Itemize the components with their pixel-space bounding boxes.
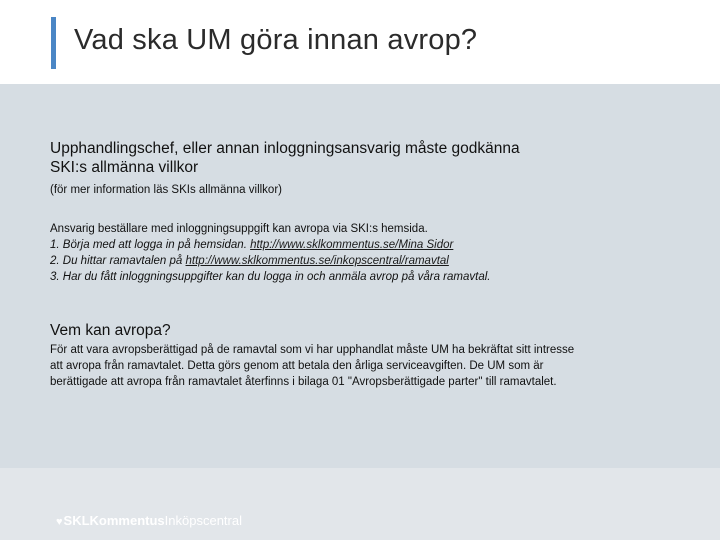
section3-line2: att avropa från ramavtalet. Detta görs genom att betala den årliga serviceavgiften. De UM som är [50, 360, 544, 372]
section2-intro: Ansvarig beställare med inloggningsuppgift kan avropa via SKI:s hemsida. [50, 223, 428, 235]
step-1-text: 1. Börja med att logga in på hemsidan. [50, 239, 251, 251]
logo-text-secondary: Inköpscentral [164, 513, 242, 528]
section1-note: (för mer information läs SKIs allmänna villkor) [50, 184, 282, 196]
section2-list [50, 221, 490, 285]
section3-body [50, 342, 574, 390]
section3-line1: För att vara avropsberättigad på de ramavtal som vi har upphandlat måste UM ha bekräftat sitt intresse [50, 344, 575, 356]
slide-title: Vad ska UM göra innan avrop? [74, 24, 478, 56]
section1-heading-line2: SKI:s allmänna villkor [50, 159, 199, 176]
step-3: 3. Har du fått inloggningsuppgifter kan du logga in och anmäla avrop på våra ramavtal. [50, 271, 491, 283]
step-2 [50, 253, 490, 269]
section3-heading: Vem kan avropa? [50, 322, 171, 339]
section3-line3: berättigade att avropa från ramavtalet återfinns i bilaga 01 "Avropsberättigade parter" till ramavtalet. [50, 376, 557, 388]
skl-logo [56, 513, 242, 528]
logo-text-primary: SKLKommentus [63, 513, 165, 528]
footer [0, 468, 720, 540]
heart-icon: ♥ [56, 516, 63, 528]
title-accent-bar [51, 17, 56, 69]
step-1 [50, 237, 490, 253]
mina-sidor-link[interactable]: http://www.sklkommentus.se/Mina Sidor [250, 239, 454, 251]
section1-heading-line1: Upphandlingschef, eller annan inloggningsansvarig måste godkänna [50, 140, 520, 157]
ramavtal-link[interactable]: http://www.sklkommentus.se/inkopscentral/ramavtal [185, 255, 449, 267]
step-2-text: 2. Du hittar ramavtalen på [50, 255, 186, 267]
title-bar [0, 0, 720, 84]
section1-heading [50, 139, 520, 177]
